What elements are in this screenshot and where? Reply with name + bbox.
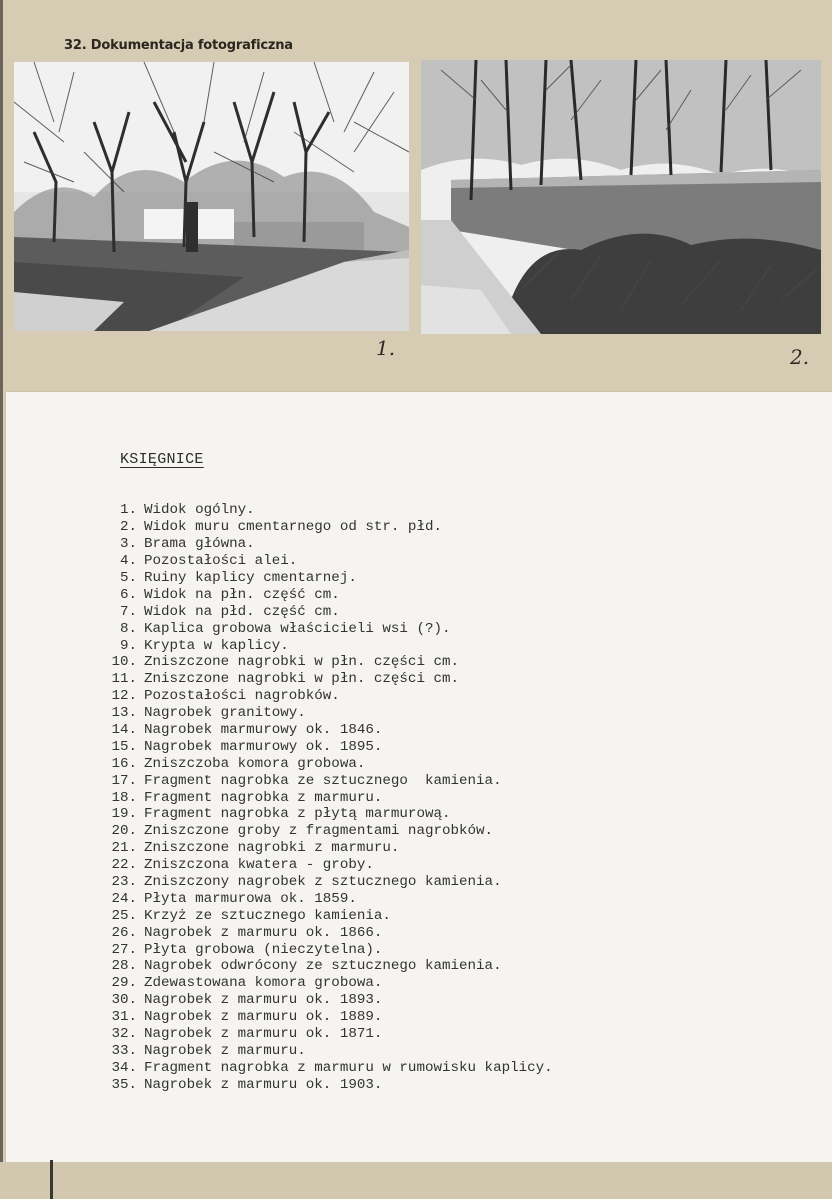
list-item bbox=[96, 1059, 553, 1076]
list-item bbox=[96, 570, 553, 587]
sheet-title: KSIĘGNICE bbox=[120, 451, 204, 468]
list-item-number: 31. bbox=[111, 1009, 137, 1026]
list-item-text: Fragment nagrobka z płytą marmurową. bbox=[144, 806, 451, 823]
list-item-number: 1. bbox=[119, 502, 137, 519]
list-item bbox=[96, 637, 553, 654]
list-item bbox=[96, 806, 553, 823]
list-item bbox=[96, 654, 553, 671]
list-item-text: Zdewastowana komora grobowa. bbox=[144, 975, 383, 992]
list-item-text: Widok na płn. część cm. bbox=[144, 586, 340, 603]
list-item-text: Widok muru cmentarnego od str. płd. bbox=[144, 519, 442, 536]
list-item-text: Zniszczony nagrobek z sztucznego kamienia. bbox=[144, 874, 502, 891]
list-item bbox=[96, 705, 553, 722]
list-item bbox=[96, 890, 553, 907]
list-item-number: 24. bbox=[111, 890, 137, 907]
page-header-title: 32. Dokumentacja fotograficzna bbox=[64, 38, 293, 53]
list-item-text: Nagrobek z marmuru. bbox=[144, 1042, 306, 1059]
list-item-text: Brama główna. bbox=[144, 536, 255, 553]
list-item-text: Nagrobek z marmuru ok. 1866. bbox=[144, 924, 383, 941]
list-item bbox=[96, 738, 553, 755]
list-item bbox=[96, 1043, 553, 1060]
list-item-text: Nagrobek z marmuru ok. 1871. bbox=[144, 1026, 383, 1043]
list-item-text: Zniszczona kwatera - groby. bbox=[144, 857, 374, 874]
list-item bbox=[96, 874, 553, 891]
list-item bbox=[96, 671, 553, 688]
list-item-text: Zniszczone nagrobki w płn. części cm. bbox=[144, 671, 460, 688]
list-item bbox=[96, 755, 553, 772]
list-item-text: Krzyż ze sztucznego kamienia. bbox=[144, 907, 391, 924]
list-item-text: Zniszczone nagrobki z marmuru. bbox=[144, 840, 400, 857]
list-item bbox=[96, 840, 553, 857]
list-item-text: Widok ogólny. bbox=[144, 502, 255, 519]
list-item-text: Nagrobek z marmuru ok. 1903. bbox=[144, 1076, 383, 1093]
list-item-number: 16. bbox=[111, 755, 137, 772]
list-item bbox=[96, 502, 553, 519]
list-item-number: 7. bbox=[119, 603, 137, 620]
list-item bbox=[96, 1009, 553, 1026]
photo-road-with-trees bbox=[14, 62, 409, 331]
list-item-number: 32. bbox=[111, 1026, 137, 1043]
list-item bbox=[96, 772, 553, 789]
typewritten-sheet bbox=[6, 392, 832, 1162]
list-item-number: 9. bbox=[119, 637, 137, 654]
list-item-number: 23. bbox=[111, 874, 137, 891]
list-item-text: Ruiny kaplicy cmentarnej. bbox=[144, 570, 357, 586]
list-item bbox=[96, 536, 553, 553]
list-item-number: 17. bbox=[111, 772, 137, 789]
bottom-strip bbox=[0, 1162, 832, 1199]
list-item-text: Nagrobek marmurowy ok. 1846. bbox=[144, 722, 383, 739]
list-item-number: 4. bbox=[119, 553, 137, 570]
list-item-text: Zniszczone groby z fragmentami nagrobków. bbox=[144, 823, 494, 840]
list-item bbox=[96, 907, 553, 924]
list-item bbox=[96, 603, 553, 620]
list-item bbox=[96, 992, 553, 1009]
list-item-number: 21. bbox=[111, 840, 137, 857]
list-item bbox=[96, 789, 553, 806]
list-item-number: 10. bbox=[111, 654, 137, 671]
bottom-margin-line bbox=[50, 1160, 53, 1199]
list-item-number: 2. bbox=[119, 519, 137, 536]
list-item-number: 28. bbox=[111, 958, 137, 975]
list-item-text: Fragment nagrobka ze sztucznego kamienia. bbox=[144, 772, 502, 789]
list-item bbox=[96, 941, 553, 958]
list-item-number: 20. bbox=[111, 823, 137, 840]
list-item-text: Płyta marmurowa ok. 1859. bbox=[144, 890, 357, 907]
list-item-number: 25. bbox=[111, 907, 137, 924]
list-item-text: Widok na płd. część cm. bbox=[144, 603, 340, 620]
list-item bbox=[96, 857, 553, 874]
list-item bbox=[96, 519, 553, 536]
list-item-text: Krypta w kaplicy. bbox=[144, 637, 289, 654]
photo-caption-list bbox=[96, 502, 553, 1093]
list-item-number: 19. bbox=[111, 806, 137, 823]
list-item bbox=[96, 553, 553, 570]
list-item-number: 26. bbox=[111, 924, 137, 941]
list-item-number: 6. bbox=[119, 586, 137, 603]
list-item-text: Fragment nagrobka z marmuru. bbox=[144, 789, 383, 806]
list-item-text: Nagrobek z marmuru ok. 1893. bbox=[144, 992, 383, 1009]
list-item-text: Pozostałości alei. bbox=[144, 553, 298, 570]
list-item-text: Fragment nagrobka z marmuru w rumowisku kaplicy. bbox=[144, 1059, 553, 1076]
list-item-number: 12. bbox=[111, 688, 137, 705]
list-item bbox=[96, 823, 553, 840]
list-item-number: 27. bbox=[111, 941, 137, 958]
list-item-number: 15. bbox=[111, 738, 137, 755]
list-item bbox=[96, 586, 553, 603]
photo-number-2: 2. bbox=[790, 345, 810, 369]
list-item bbox=[96, 958, 553, 975]
list-item-text: Nagrobek marmurowy ok. 1895. bbox=[144, 738, 383, 755]
list-item bbox=[96, 688, 553, 705]
list-item-text: Zniszczoba komora grobowa. bbox=[144, 755, 366, 772]
list-item bbox=[96, 975, 553, 992]
list-item-number: 30. bbox=[111, 992, 137, 1009]
list-item-number: 22. bbox=[111, 857, 137, 874]
list-item-text: Zniszczone nagrobki w płn. części cm. bbox=[144, 654, 460, 671]
list-item-text: Płyta grobowa (nieczytelna). bbox=[144, 941, 383, 958]
list-item-number: 34. bbox=[111, 1059, 137, 1076]
list-item-number: 35. bbox=[111, 1076, 137, 1093]
list-item bbox=[96, 1026, 553, 1043]
list-item bbox=[96, 722, 553, 739]
list-item bbox=[96, 924, 553, 941]
list-item-number: 11. bbox=[111, 671, 137, 688]
list-item-number: 8. bbox=[119, 620, 137, 637]
list-item-text: Pozostałości nagrobków. bbox=[144, 688, 340, 705]
page-edge bbox=[0, 0, 3, 1199]
list-item-number: 33. bbox=[111, 1042, 137, 1059]
list-item-number: 29. bbox=[111, 975, 137, 992]
list-item bbox=[96, 1076, 553, 1093]
list-item bbox=[96, 620, 553, 637]
list-item-text: Nagrobek granitowy. bbox=[144, 705, 306, 722]
photo-cemetery-wall bbox=[421, 60, 821, 334]
list-item-number: 14. bbox=[111, 722, 137, 739]
list-item-number: 13. bbox=[111, 705, 137, 722]
list-item-text: Kaplica grobowa właścicieli wsi (?). bbox=[144, 620, 451, 637]
list-item-number: 18. bbox=[111, 789, 137, 806]
photo-number-1: 1. bbox=[376, 336, 396, 360]
list-item-text: Nagrobek z marmuru ok. 1889. bbox=[144, 1009, 383, 1026]
list-item-number: 5. bbox=[119, 570, 137, 586]
list-item-text: Nagrobek odwrócony ze sztucznego kamienia. bbox=[144, 958, 502, 975]
list-item-number: 3. bbox=[119, 536, 137, 553]
